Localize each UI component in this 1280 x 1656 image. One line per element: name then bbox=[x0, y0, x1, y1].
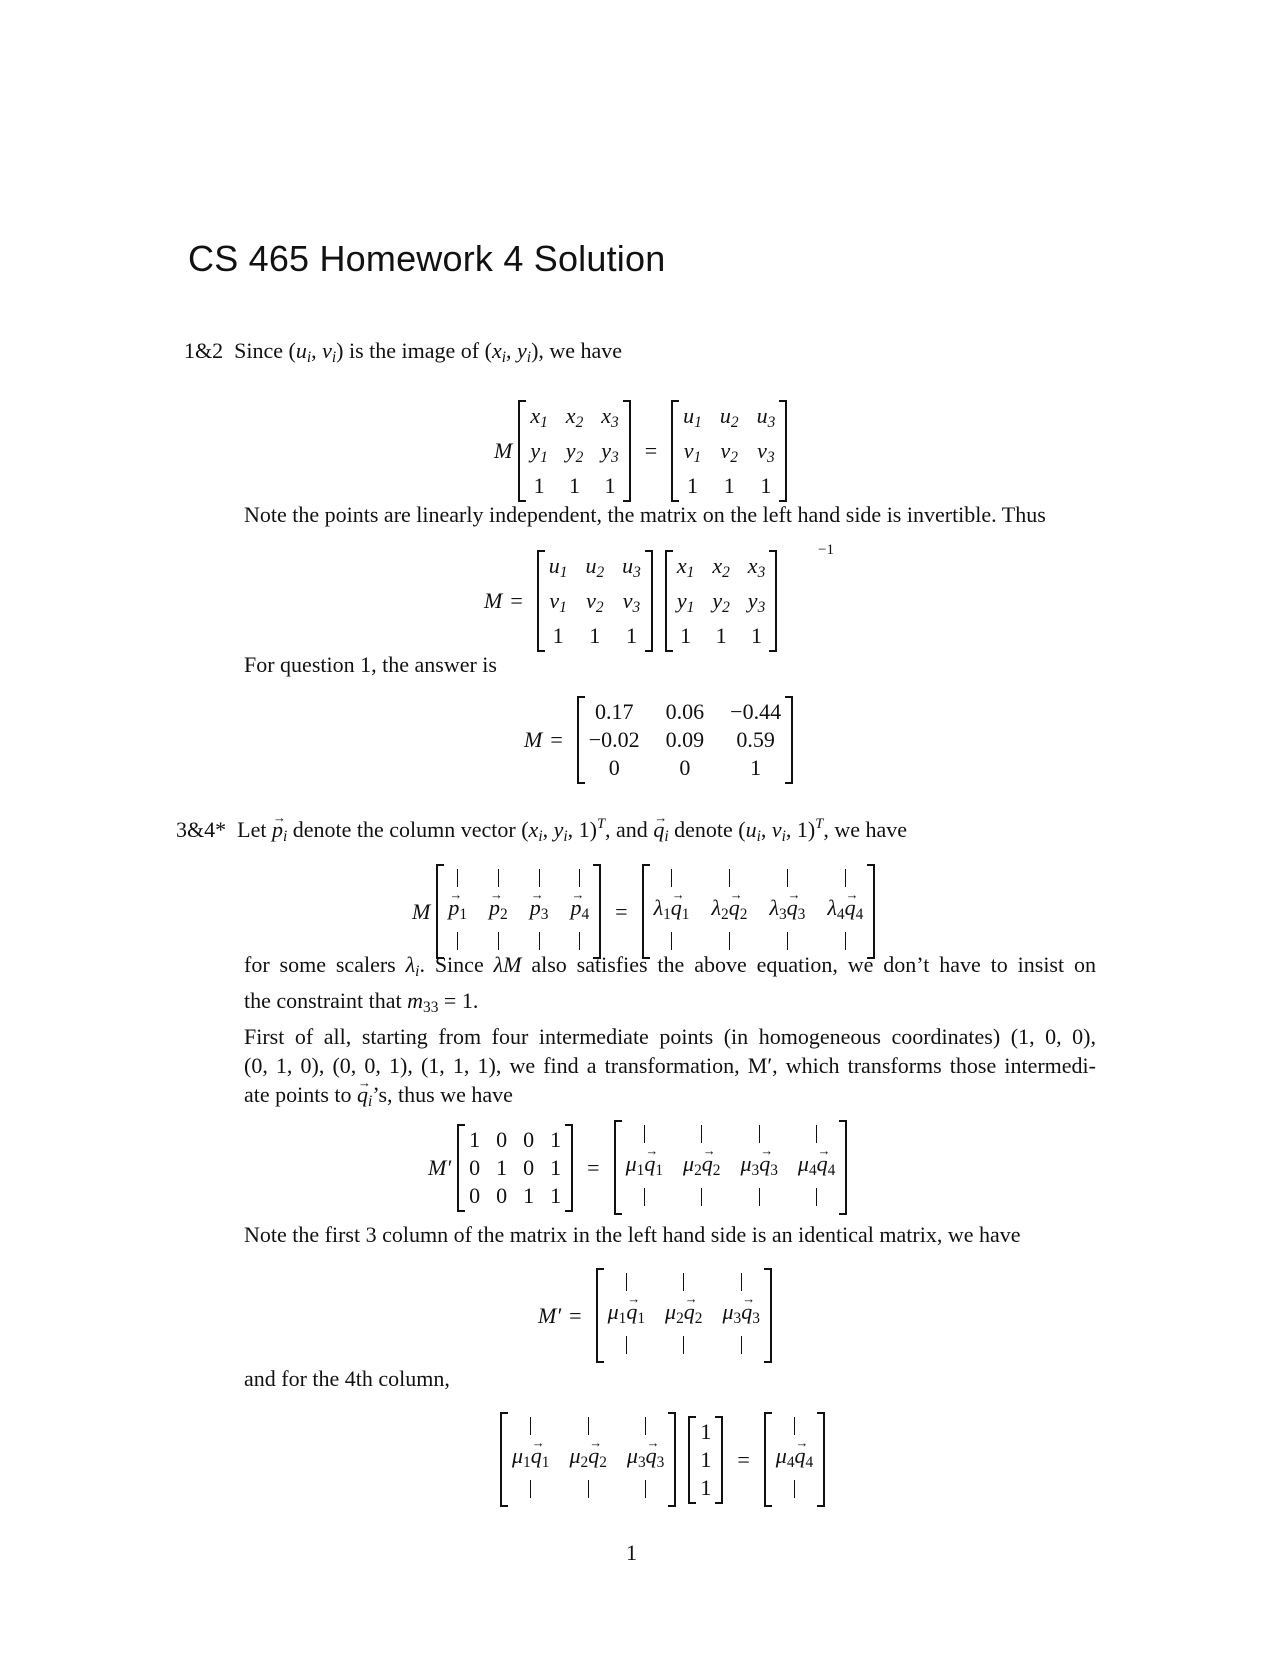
matrix-mu-q: μ1→ q1 μ2→ q2 μ3→ q3 μ4→ q4 bbox=[614, 1120, 848, 1215]
matrix-mu-q-3: μ1→ q1 μ2→ q2 μ3→ q3 bbox=[596, 1268, 772, 1363]
matrix-uv-2: u1 u2 u3 v1 v2 v3 1 1 1 bbox=[537, 550, 653, 652]
inverse-exponent: −1 bbox=[818, 542, 834, 558]
matrix-p-columns: → p1 → p2 → p3 → p4 bbox=[436, 864, 601, 959]
q12-note: Note the points are linearly independent, the matrix on the left hand side is invertible. Thus bbox=[244, 502, 1046, 527]
fourth-column-text: and for the 4th column, bbox=[244, 1366, 450, 1391]
answer-matrix: 0.17 0.06 −0.44 −0.02 0.09 0.59 0 0 1 bbox=[577, 696, 793, 784]
q12-intro-mid: is the image of bbox=[349, 338, 480, 363]
first-paragraph: First of all, starting from four intermediate points (in homogeneous coordinates) (1, 0, 0), (0, 1, 0), (0, 0, 1), (1, 1, 1), we find a transformation, M′, which transforms those intermedi- ate points to → $q_i’s$, thus we have bbox=[244, 1022, 1096, 1116]
matrix-mu4-q4: μ4→ q4 bbox=[764, 1412, 825, 1507]
q12-label: 1&2 bbox=[184, 338, 224, 363]
q12-intro-pre: Since bbox=[234, 338, 284, 363]
equation-5: M′ = μ1→ q1 μ2→ q2 μ3→ q3 bbox=[538, 1268, 778, 1363]
q34-label: 3&4* bbox=[176, 817, 227, 842]
document-title: CS 465 Homework 4 Solution bbox=[188, 238, 666, 279]
ones-vector: 1 1 1 bbox=[688, 1416, 723, 1504]
matrix-uv: u1 u2 u3 v1 v2 v3 1 1 1 bbox=[671, 400, 787, 502]
scalers-paragraph: for some scalers $\lambda_i$. Since λM also satisfies the above equation, we don’t have to insist on the constraint that m33 = 1. bbox=[244, 952, 1096, 1016]
q12-answer-intro: For question 1, the answer is bbox=[244, 652, 497, 677]
equation-6: μ1→ q1 μ2→ q2 μ3→ q3 1 1 1 = μ4→ q4 bbox=[494, 1412, 831, 1507]
identity-matrix: 1 0 0 1 0 1 0 1 0 0 1 1 bbox=[457, 1124, 573, 1212]
matrix-lambda-q: λ1→ q1 λ2→ q2 λ3→ q3 λ4→ q4 bbox=[642, 864, 876, 959]
matrix-xy: x1 x2 x3 y1 y2 y3 1 1 1 bbox=[518, 400, 630, 502]
page-number: 1 bbox=[626, 1540, 637, 1565]
matrix-mu-q-3b: μ1→ q1 μ2→ q2 μ3→ q3 bbox=[500, 1412, 676, 1507]
q12-intro-post: , we have bbox=[538, 338, 623, 363]
equation-answer: M = 0.17 0.06 −0.44 −0.02 0.09 0.59 0 0 1 bbox=[524, 696, 799, 784]
note-identity: Note the first 3 column of the matrix in the left hand side is an identical matrix, we have bbox=[244, 1222, 1021, 1247]
equation-3: M → p1 → p2 → p3 → p4 = λ1→ q1 λ2→ q2 λ3→ q3 λ4→ q4 bbox=[412, 864, 881, 959]
equation-1: M x1 x2 x3 y1 y2 y3 1 1 1 = u1 u2 u3 v1 v2 v3 1 1 1 bbox=[494, 400, 793, 502]
equation-4: M′ 1 0 0 1 0 1 0 1 0 0 1 1 = μ1→ q1 μ2→ q2 μ3→ q3 μ4→ q4 bbox=[428, 1120, 853, 1215]
matrix-xy-2: x1 x2 x3 y1 y2 y3 1 1 1 bbox=[665, 550, 777, 652]
q34-intro: 3&4* Let → $p_i$ denote the column vector ($x_i$, $y_i$, 1)$^T$, and → $q_i$ denote ($u_i$, $v_i$, 1)$^T$, we have bbox=[176, 810, 907, 851]
equation-2: M = u1 u2 u3 v1 v2 v3 1 1 1 x1 x2 x3 y1 y2 y3 1 1 1 bbox=[484, 550, 783, 652]
q12-intro: 1&2 Since ($u_i$, $v_i$) is the image of ($x_i$, $y_i$), we have bbox=[184, 338, 623, 366]
